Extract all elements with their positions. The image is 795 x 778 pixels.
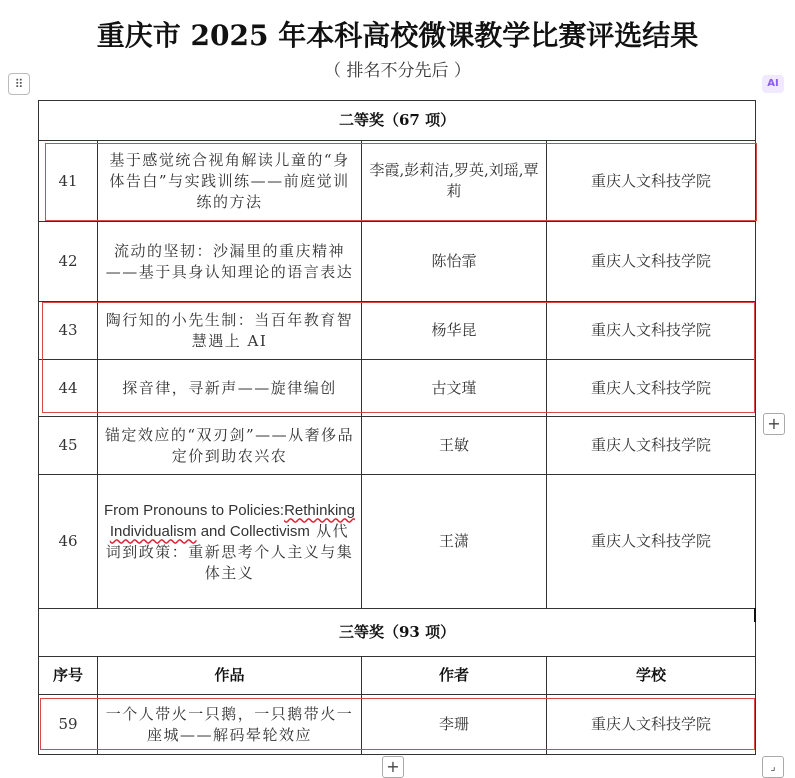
work-english-part-3: and Collectivism xyxy=(196,522,310,540)
cell-author: 杨华昆 xyxy=(362,302,547,360)
cell-school: 重庆人文科技学院 xyxy=(547,475,756,609)
cell-author: 王敏 xyxy=(362,417,547,475)
cell-author: 陈怡霏 xyxy=(362,222,547,302)
cell-number: 44 xyxy=(39,360,98,417)
table-row xyxy=(39,695,756,755)
cell-work: 陶行知的小先生制：当百年教育智慧遇上 AI xyxy=(98,302,362,360)
cell-school: 重庆人文科技学院 xyxy=(547,417,756,475)
section-row xyxy=(39,101,756,141)
cell-author: 古文瑾 xyxy=(362,360,547,417)
resize-icon[interactable]: ⌟ xyxy=(762,756,784,778)
cell-work: 锚定效应的“双刃剑”——从奢侈品定价到助农兴农 xyxy=(98,417,362,475)
cell-number: 46 xyxy=(39,475,98,609)
table-row xyxy=(39,417,756,475)
work-chinese-part: 从代词到政策：重新思考个人主义与集体主义 xyxy=(105,521,354,582)
cell-work: 流动的坚韧：沙漏里的重庆精神——基于具身认知理论的语言表达 xyxy=(98,222,362,302)
column-header-author: 作者 xyxy=(362,657,547,695)
cell-school: 重庆人文科技学院 xyxy=(547,141,756,222)
cell-school: 重庆人文科技学院 xyxy=(547,302,756,360)
cell-school: 重庆人文科技学院 xyxy=(547,695,756,755)
ai-assistant-button[interactable]: AI xyxy=(762,75,784,93)
work-english-part-1: From Pronouns to Policies: xyxy=(104,501,285,519)
cell-number: 41 xyxy=(39,141,98,222)
cell-work: 基于感觉统合视角解读儿童的“身体告白”与实践训练——前庭觉训练的方法 xyxy=(98,141,362,222)
header-row xyxy=(39,657,756,695)
cell-school: 重庆人文科技学院 xyxy=(547,222,756,302)
cell-number: 43 xyxy=(39,302,98,360)
table-row xyxy=(39,141,756,222)
table-row xyxy=(39,475,756,609)
add-row-button[interactable]: + xyxy=(382,756,404,778)
document-title: 重庆市 2025 年本科高校微课教学比赛评选结果 xyxy=(96,19,699,52)
cell-number: 42 xyxy=(39,222,98,302)
column-header-school: 学校 xyxy=(547,657,756,695)
cell-number: 59 xyxy=(39,695,98,755)
cursor-marker xyxy=(754,608,756,622)
drag-handle-icon[interactable]: ⠿ xyxy=(8,73,30,95)
results-table xyxy=(38,100,756,755)
column-header-number: 序号 xyxy=(39,657,98,695)
work-english-misspelled: RethinkingIndividualism xyxy=(109,501,355,540)
section-row xyxy=(39,609,756,657)
cell-work xyxy=(98,475,362,609)
cell-work: 探音律，寻新声——旋律编创 xyxy=(98,360,362,417)
section-title-third-prize: 三等奖（93 项） xyxy=(39,609,756,657)
cell-work: 一个人带火一只鹅，一只鹅带火一座城——解码晕轮效应 xyxy=(98,695,362,755)
cell-school: 重庆人文科技学院 xyxy=(547,360,756,417)
table-row xyxy=(39,302,756,360)
add-column-button[interactable]: + xyxy=(763,413,785,435)
table-row xyxy=(39,360,756,417)
cell-number: 45 xyxy=(39,417,98,475)
table-row xyxy=(39,222,756,302)
section-title-second-prize: 二等奖（67 项） xyxy=(39,101,756,141)
document-subtitle: （ 排名不分先后 ） xyxy=(324,61,471,81)
cell-author: 王潇 xyxy=(362,475,547,609)
column-header-work: 作品 xyxy=(98,657,362,695)
cell-author: 李珊 xyxy=(362,695,547,755)
cell-author: 李霞,彭莉洁,罗英,刘瑶,覃莉 xyxy=(362,141,547,222)
